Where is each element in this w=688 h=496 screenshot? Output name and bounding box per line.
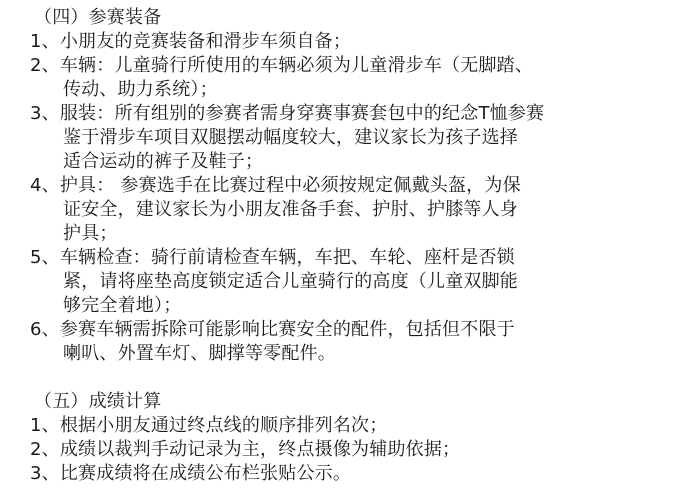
item-line: 传动、助力系统）；: [63, 79, 218, 100]
item-line: 1、小朋友的竞赛装备和滑步车须自备；: [30, 31, 352, 52]
item-line: 护具；: [63, 223, 118, 244]
item-line: 2、车辆：儿童骑行所使用的车辆必须为儿童滑步车（无脚踏、: [30, 55, 534, 76]
item-line: 2、成绩以裁判手动记录为主，终点摄像为辅助依据；: [30, 439, 461, 460]
item-line: 1、根据小朋友通过终点线的顺序排列名次；: [30, 415, 388, 436]
section-heading-scoring: （五）成绩计算: [34, 391, 162, 412]
item-line: 适合运动的裤子及鞋子；: [63, 151, 264, 172]
equipment-item-1: [0, 30, 688, 54]
scoring-item-2: [0, 438, 688, 462]
section-spacer: [0, 366, 688, 390]
item-line: 喇叭、外置车灯、脚撑等零配件。: [63, 343, 336, 364]
scoring-item-1: [0, 414, 688, 438]
item-line: 3、服装：所有组别的参赛者需身穿赛事赛套包中的纪念T恤参赛: [30, 103, 545, 124]
equipment-item-5: [0, 246, 688, 318]
equipment-item-6: [0, 318, 688, 366]
item-line: 3、比赛成绩将在成绩公布栏张贴公示。: [30, 463, 352, 484]
section-heading-equipment: （四）参赛装备: [34, 7, 162, 28]
item-line: 4、护具： 参赛选手在比赛过程中必须按规定佩戴头盔，为保: [30, 175, 521, 196]
item-line: 证安全，建议家长为小朋友准备手套、护肘、护膝等人身: [63, 199, 518, 220]
document-body: [0, 6, 688, 486]
equipment-item-2: [0, 54, 688, 102]
item-line: 6、参赛车辆需拆除可能影响比赛安全的配件，包括但不限于: [30, 319, 515, 340]
item-line: 紧，请将座垫高度锁定适合儿童骑行的高度（儿童双脚能: [63, 271, 518, 292]
item-line: 够完全着地）；: [63, 295, 182, 316]
item-line: 鉴于滑步车项目双腿摆动幅度较大，建议家长为孩子选择: [63, 127, 518, 148]
equipment-item-3: [0, 102, 688, 174]
scoring-item-3: [0, 462, 688, 486]
item-line: 5、车辆检查：骑行前请检查车辆，车把、车轮、座杆是否锁: [30, 247, 515, 268]
equipment-item-4: [0, 174, 688, 246]
